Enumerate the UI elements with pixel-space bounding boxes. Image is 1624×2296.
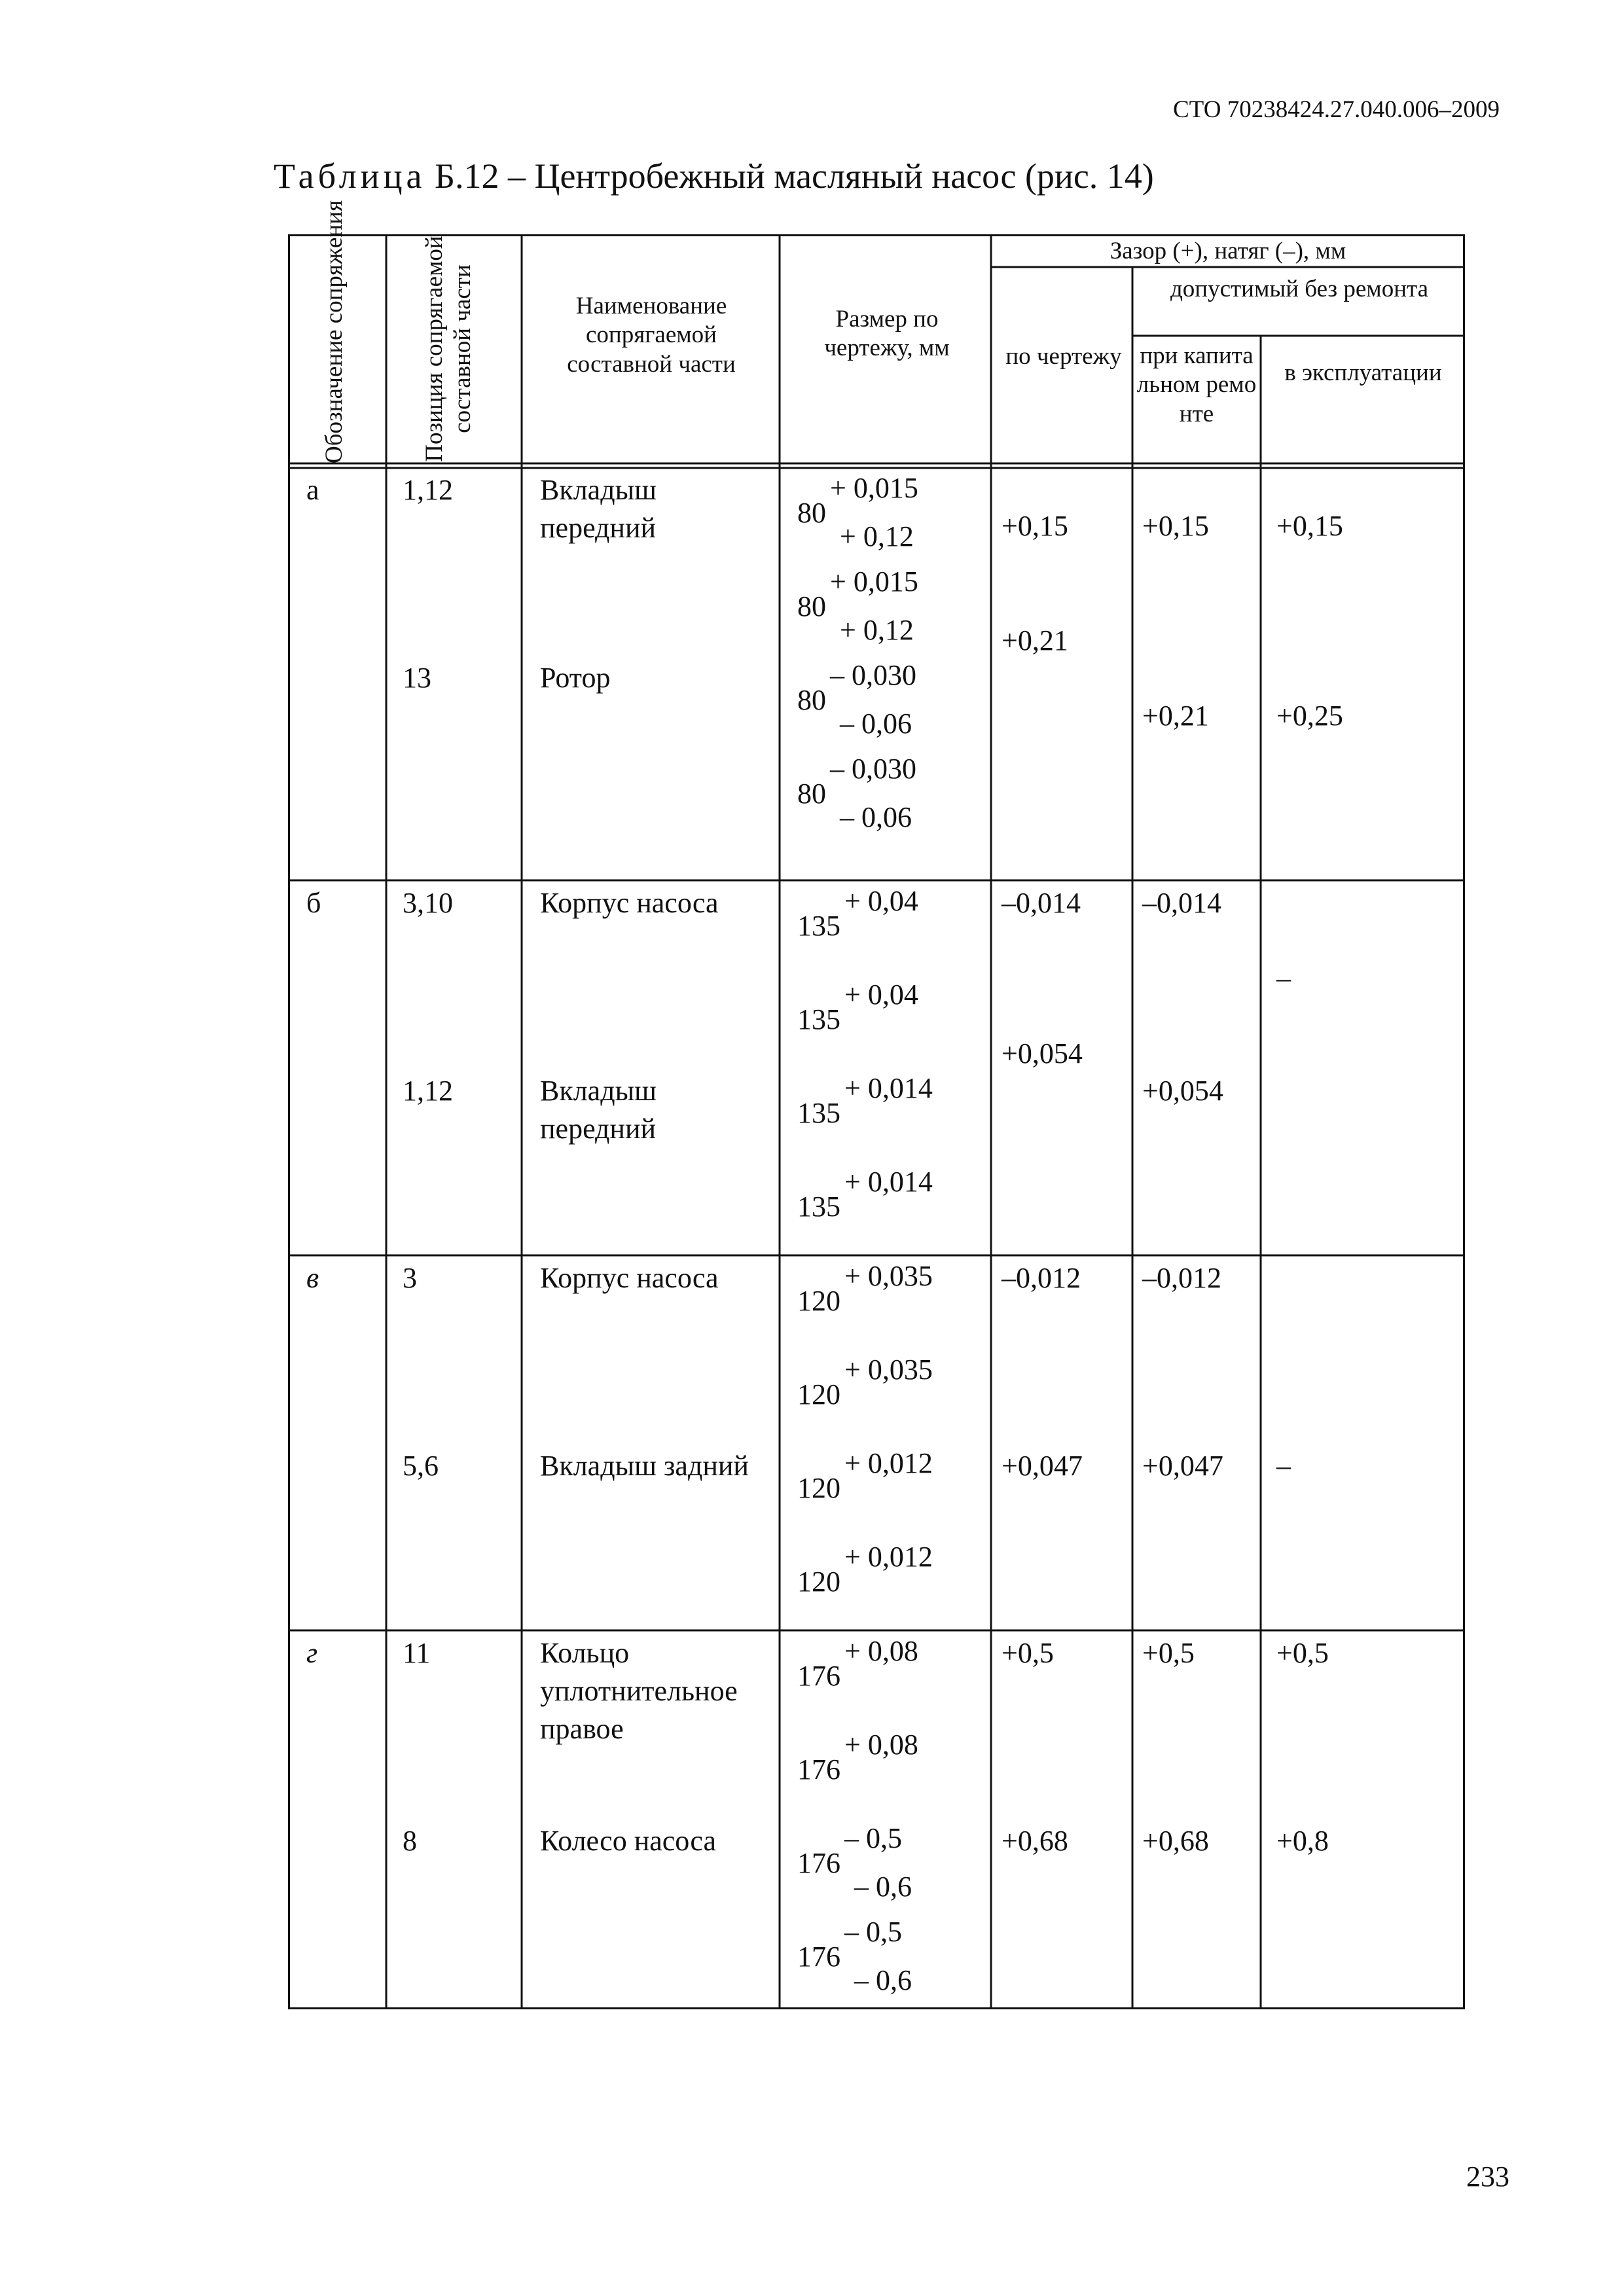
part-name-cell: Корпус насоса: [540, 887, 719, 919]
size-tolerance: [797, 1634, 987, 1726]
position-cell: 13: [403, 662, 431, 694]
clearance-capital-repair: +0,21: [1142, 700, 1209, 732]
position-cell: 1,12: [403, 1075, 453, 1107]
part-name-cell: Вкладыш передний: [540, 474, 657, 544]
table-title: [274, 156, 1154, 196]
header-operation: в эксплуатации: [1284, 359, 1442, 386]
header-allowed-group: допустимый без ремонта: [1170, 276, 1429, 302]
upper-deviation: + 0,014: [844, 1166, 933, 1198]
size-tolerance: [797, 752, 987, 844]
upper-deviation: – 0,030: [830, 659, 916, 691]
standard-code: СТО 70238424.27.040.006–2009: [1172, 96, 1500, 123]
header-capital-repair: при капитальном ремонте: [1136, 342, 1257, 427]
upper-deviation: + 0,012: [844, 1447, 933, 1479]
size-tolerance: [797, 471, 987, 563]
designation-cell: г: [306, 1637, 318, 1669]
position-cell: 8: [403, 1825, 417, 1857]
nominal-size: 176: [797, 1753, 840, 1785]
fits-table: [288, 200, 1465, 2009]
size-tolerance: [797, 1446, 987, 1538]
clearance-operation: +0,5: [1276, 1637, 1329, 1669]
clearance-capital-repair: –0,014: [1142, 887, 1221, 919]
position-cell: 3: [403, 1262, 417, 1294]
clearance-operation: –: [1276, 1450, 1291, 1482]
designation-cell: а: [306, 474, 319, 506]
header-position: Позиция сопрягаемой составной части: [421, 236, 476, 462]
header-gap-group: Зазор (+), натяг (–), мм: [1110, 238, 1346, 264]
nominal-size: 135: [797, 1097, 840, 1129]
clearance-capital-repair: +0,15: [1142, 510, 1209, 542]
clearance-by-drawing: +0,68: [1001, 1825, 1068, 1857]
table-title-rest: Б.12 – Центробежный масляный насос (рис. 14): [425, 156, 1154, 196]
size-tolerance: [797, 978, 987, 1069]
clearance-operation: –: [1276, 962, 1291, 994]
lower-deviation: – 0,06: [840, 801, 912, 833]
lower-deviation: + 0,12: [840, 520, 914, 552]
upper-deviation: + 0,035: [844, 1354, 933, 1386]
clearance-capital-repair: –0,012: [1142, 1262, 1221, 1294]
upper-deviation: + 0,015: [830, 565, 918, 598]
nominal-size: 120: [797, 1566, 840, 1598]
header-name: Наименование сопрягаемой составной части: [567, 293, 736, 378]
lower-deviation: + 0,12: [840, 614, 914, 646]
size-tolerance: [797, 1540, 987, 1632]
size-tolerance: [797, 1165, 987, 1257]
clearance-capital-repair: +0,054: [1142, 1075, 1223, 1107]
position-cell: 3,10: [403, 887, 453, 919]
size-tolerance: [797, 1728, 987, 1820]
upper-deviation: + 0,04: [844, 885, 918, 917]
nominal-size: 176: [797, 1847, 840, 1879]
size-tolerance: [797, 884, 987, 976]
upper-deviation: – 0,030: [830, 753, 916, 785]
lower-deviation: – 0,6: [854, 1964, 912, 1996]
clearance-capital-repair: +0,5: [1142, 1637, 1195, 1669]
part-name-cell: Колесо насоса: [540, 1825, 716, 1857]
part-name-cell: Вкладыш передний: [540, 1075, 657, 1145]
clearance-operation: +0,25: [1276, 700, 1343, 732]
header-by-drawing: по чертежу: [1005, 343, 1122, 370]
position-cell: 1,12: [403, 474, 453, 506]
position-cell: 5,6: [403, 1450, 439, 1482]
upper-deviation: + 0,04: [844, 978, 918, 1011]
upper-deviation: + 0,08: [844, 1635, 918, 1667]
clearance-by-drawing: +0,21: [1001, 624, 1068, 656]
upper-deviation: + 0,08: [844, 1729, 918, 1761]
clearance-by-drawing: –0,014: [1001, 887, 1081, 919]
page-number: 233: [1466, 2161, 1509, 2193]
nominal-size: 120: [797, 1378, 840, 1410]
clearance-capital-repair: +0,68: [1142, 1825, 1209, 1857]
clearance-by-drawing: +0,15: [1001, 510, 1068, 542]
part-name-cell: Корпус насоса: [540, 1262, 719, 1294]
nominal-size: 120: [797, 1285, 840, 1317]
upper-deviation: – 0,5: [844, 1916, 902, 1948]
clearance-operation: +0,8: [1276, 1825, 1329, 1857]
nominal-size: 135: [797, 1003, 840, 1035]
header-designation: Обозначение сопряжения: [321, 200, 348, 463]
nominal-size: 135: [797, 910, 840, 942]
size-tolerance: [797, 565, 987, 656]
size-tolerance: [797, 1259, 987, 1351]
upper-deviation: + 0,014: [844, 1072, 933, 1104]
nominal-size: 135: [797, 1191, 840, 1223]
part-name-cell: Вкладыш задний: [540, 1450, 749, 1482]
part-name-cell: Ротор: [540, 662, 611, 694]
size-tolerance: [797, 1915, 987, 2007]
size-tolerance: [797, 1821, 987, 1913]
table-title-prefix: Таблица: [274, 156, 426, 196]
nominal-size: 120: [797, 1472, 840, 1504]
lower-deviation: – 0,06: [840, 708, 912, 740]
clearance-capital-repair: +0,047: [1142, 1450, 1223, 1482]
upper-deviation: + 0,012: [844, 1541, 933, 1573]
designation-cell: б: [306, 887, 321, 919]
designation-cell: в: [306, 1262, 319, 1294]
nominal-size: 176: [797, 1941, 840, 1973]
part-name-cell: Кольцо уплотнительное правое: [540, 1637, 738, 1745]
upper-deviation: + 0,015: [830, 472, 918, 504]
nominal-size: 80: [797, 684, 826, 716]
nominal-size: 176: [797, 1660, 840, 1692]
clearance-by-drawing: +0,054: [1001, 1037, 1083, 1069]
nominal-size: 80: [797, 497, 826, 529]
nominal-size: 80: [797, 778, 826, 810]
size-tolerance: [797, 1353, 987, 1444]
header-size: Размер по чертежу, мм: [824, 306, 950, 362]
size-tolerance: [797, 658, 987, 750]
clearance-operation: +0,15: [1276, 510, 1343, 542]
size-tolerance: [797, 1071, 987, 1163]
upper-deviation: + 0,035: [844, 1260, 933, 1292]
position-cell: 11: [403, 1637, 431, 1669]
clearance-by-drawing: +0,5: [1001, 1637, 1054, 1669]
nominal-size: 80: [797, 590, 826, 622]
upper-deviation: – 0,5: [844, 1822, 902, 1854]
clearance-by-drawing: +0,047: [1001, 1450, 1083, 1482]
lower-deviation: – 0,6: [854, 1871, 912, 1903]
clearance-by-drawing: –0,012: [1001, 1262, 1081, 1294]
